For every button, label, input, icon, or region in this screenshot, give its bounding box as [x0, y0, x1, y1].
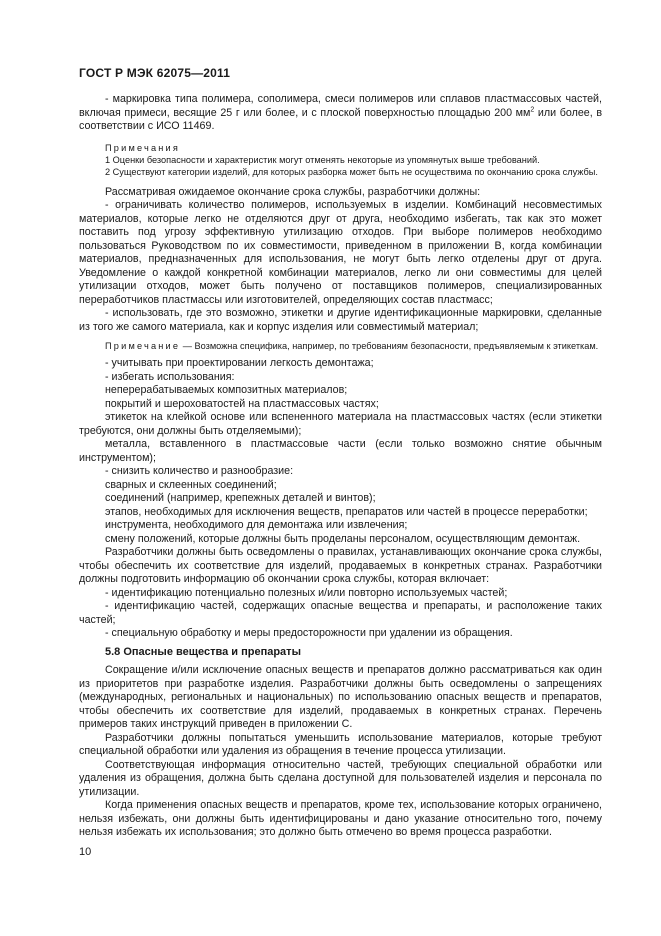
info-item: - идентификацию частей, содержащих опасные вещества и препараты, и расположение таких частей; — [79, 600, 602, 626]
section-paragraph-2: Разработчики должны попытаться уменьшить использование материалов, которые требуют специальной обработки или удаления из обращения в течение процесса утилизации. — [79, 731, 602, 757]
intro-item-text-b: или более, в соответствии с ИСО 11469. — [79, 106, 602, 132]
reduce-item: соединений (например, крепежных деталей и винтов); — [105, 492, 376, 504]
reduce-item: этапов, необходимых для исключения веществ, препаратов или частей в процессе переработки; — [105, 505, 588, 518]
avoid-item: неперерабатываемых композитных материалов; — [105, 384, 348, 396]
avoid-item: этикеток на клейкой основе или вспененного материала на пластмассовых частях (если этикетки требуются, они должны быть отделяемыми); — [79, 411, 602, 437]
intro-item — [79, 93, 602, 134]
list-item-disassembly: - учитывать при проектировании легкость демонтажа; — [105, 357, 374, 369]
note-label: Примечание — [105, 341, 181, 351]
section-paragraph-4: Когда применения опасных веществ и препаратов, кроме тех, использование которых ограничено, нельзя избежать, они должны быть идентифицированы и дано указание относительно того, почему нельзя избежать их использования; это должно быть отмечено во время процесса разработки. — [79, 799, 602, 838]
info-item: - специальную обработку и меры предосторожности при удалении из обращения. — [105, 627, 513, 639]
list-item-avoid: - избегать использования: — [105, 370, 235, 383]
paragraph-rules: Разработчики должны быть осведомлены о правилах, устанавливающих окончание срока службы, чтобы обеспечить их соответствие для изделий, продаваемых в конкретных странах. Разработчики должны подготовить информацию об окончании срока службы, которая включает: — [79, 546, 602, 585]
note-label-text: — Возможна специфика, например, по требованиям безопасности, предъявляемым к этикеткам. — [180, 341, 599, 351]
section-paragraph-3: Соответствующая информация относительно частей, требующих специальной обработки или удаления из обращения, должна быть сделана доступной для пользователей изделия и персонала по утилизации. — [79, 758, 602, 798]
info-item: - идентификацию потенциально полезных и/или повторно используемых частей; — [105, 586, 508, 599]
superscript: 2 — [530, 105, 535, 113]
note-2: 2 Существуют категории изделий, для которых разборка может быть не осуществима по окончанию срока службы. — [105, 166, 598, 177]
document-header: ГОСТ Р МЭК 62075—2011 — [79, 66, 231, 80]
page-body — [79, 93, 602, 840]
note-labels — [79, 340, 602, 352]
paragraph-end-of-life: Рассматривая ожидаемое окончание срока службы, разработчики должны: — [105, 185, 481, 198]
list-item-reduce: - снизить количество и разнообразие: — [105, 465, 294, 477]
avoid-item: металла, вставленного в пластмассовые части (если только возможно снятие обычным инструментом); — [79, 438, 602, 464]
intro-item-text-a: - маркировка типа полимера, сополимера, смеси полимеров или сплавов пластмассовых частей, включая примеси, весящие 25 г или более, и с плоской поверхностью площадью 200 мм — [79, 93, 602, 119]
notes-block — [79, 142, 602, 178]
notes-title: Примечания — [105, 142, 181, 153]
list-item-limit-polymers: - ограничивать количество полимеров, используемых в изделии. Комбинаций несовместимых материалов, которые легко не отделяются друг от друга, необходимо избегать, так как это может поставить под угрозу эффективную утилизацию отходов. При выборе полимеров необходимо пользоваться Руководством по их совместимости, приведенном в приложении В, когда комбинации материалов, предназначенных для использования, не могут быть легко отделены друг от друга. Уведомление о каждой конкретной комбинации материалов, легко ли они совместимы для целей утилизации отходов, может быть получено от поставщиков полимеров, специализированных переработчиков пластмассы или изготовителей, определяющих состав пластмасс; — [79, 199, 602, 306]
section-paragraph-1: Сокращение и/или исключение опасных веществ и препаратов должно рассматриваться как один из приоритетов при разработке изделия. Разработчики должны быть осведомлены о запрещениях (международных, региональных и национальных) по использованию опасных веществ и препаратов, чтобы обеспечить их соответствие для изделий, продаваемых в конкретных странах. Перечень примеров таких инструкций приведен в приложении С. — [79, 664, 602, 730]
note-1: 1 Оценки безопасности и характеристик могут отменять некоторые из упомянутых выше требований. — [105, 154, 540, 165]
reduce-item: смену положений, которые должны быть проделаны персоналом, осуществляющим демонтаж. — [105, 532, 581, 545]
avoid-item: покрытий и шероховатостей на пластмассовых частях; — [105, 397, 379, 410]
list-item-use-labels: - использовать, где это возможно, этикетки и другие идентификационные маркировки, сделанные из того же самого материала, как и корпус изделия или совместимый материал; — [79, 307, 602, 333]
reduce-item: сварных и склеенных соединений; — [105, 478, 277, 491]
reduce-item: инструмента, необходимого для демонтажа или извлечения; — [105, 519, 408, 531]
page-number: 10 — [79, 846, 92, 858]
section-heading: 5.8 Опасные вещества и препараты — [105, 645, 301, 658]
